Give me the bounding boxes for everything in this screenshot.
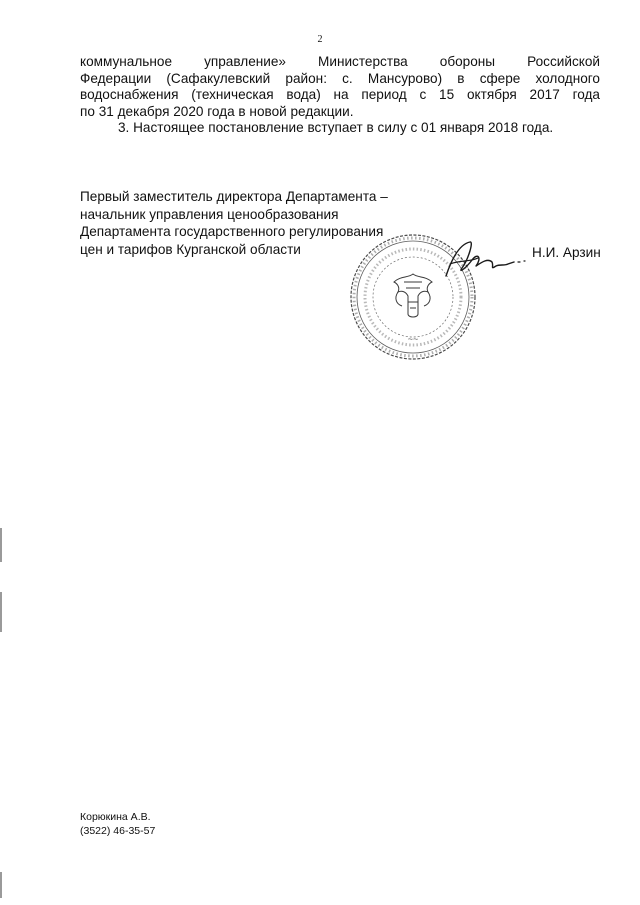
signatory-title-line: начальник управления ценообразования	[80, 206, 339, 222]
signatory-title-line: Первый заместитель директора Департамента –	[80, 189, 388, 204]
executor-contact	[80, 810, 155, 838]
body-line: водоснабжения (техническая вода) на период с 15 октября 2017 года	[80, 87, 600, 102]
signatory-title-line: цен и тарифов Курганской области	[80, 241, 301, 257]
body-line: Федерации (Сафакулевский район: с. Мансурово) в сфере холодного	[80, 70, 600, 86]
scan-artifact	[0, 592, 2, 632]
page-number: 2	[317, 34, 323, 45]
handwritten-signature	[438, 238, 530, 282]
executor-phone: (3522) 46-35-57	[80, 825, 156, 837]
body-line: по 31 декабря 2020 года в новой редакции.	[80, 103, 354, 119]
document-body	[80, 54, 600, 137]
svg-text:~~: ~~	[407, 334, 419, 344]
eagle-emblem-icon	[394, 274, 432, 317]
signatory-name: Н.И. Арзин	[532, 245, 601, 260]
body-line: коммунальное управление» Министерства обороны Российской	[80, 54, 600, 69]
scan-artifact	[0, 872, 2, 898]
effective-date-paragraph: 3. Настоящее постановление вступает в силу с 01 января 2018 года.	[118, 120, 554, 135]
executor-name: Корюкина А.В.	[80, 811, 151, 823]
signatory-title	[80, 188, 610, 258]
scan-artifact	[0, 528, 2, 562]
signatory-title-line: Департамента государственного регулирования	[80, 224, 384, 239]
